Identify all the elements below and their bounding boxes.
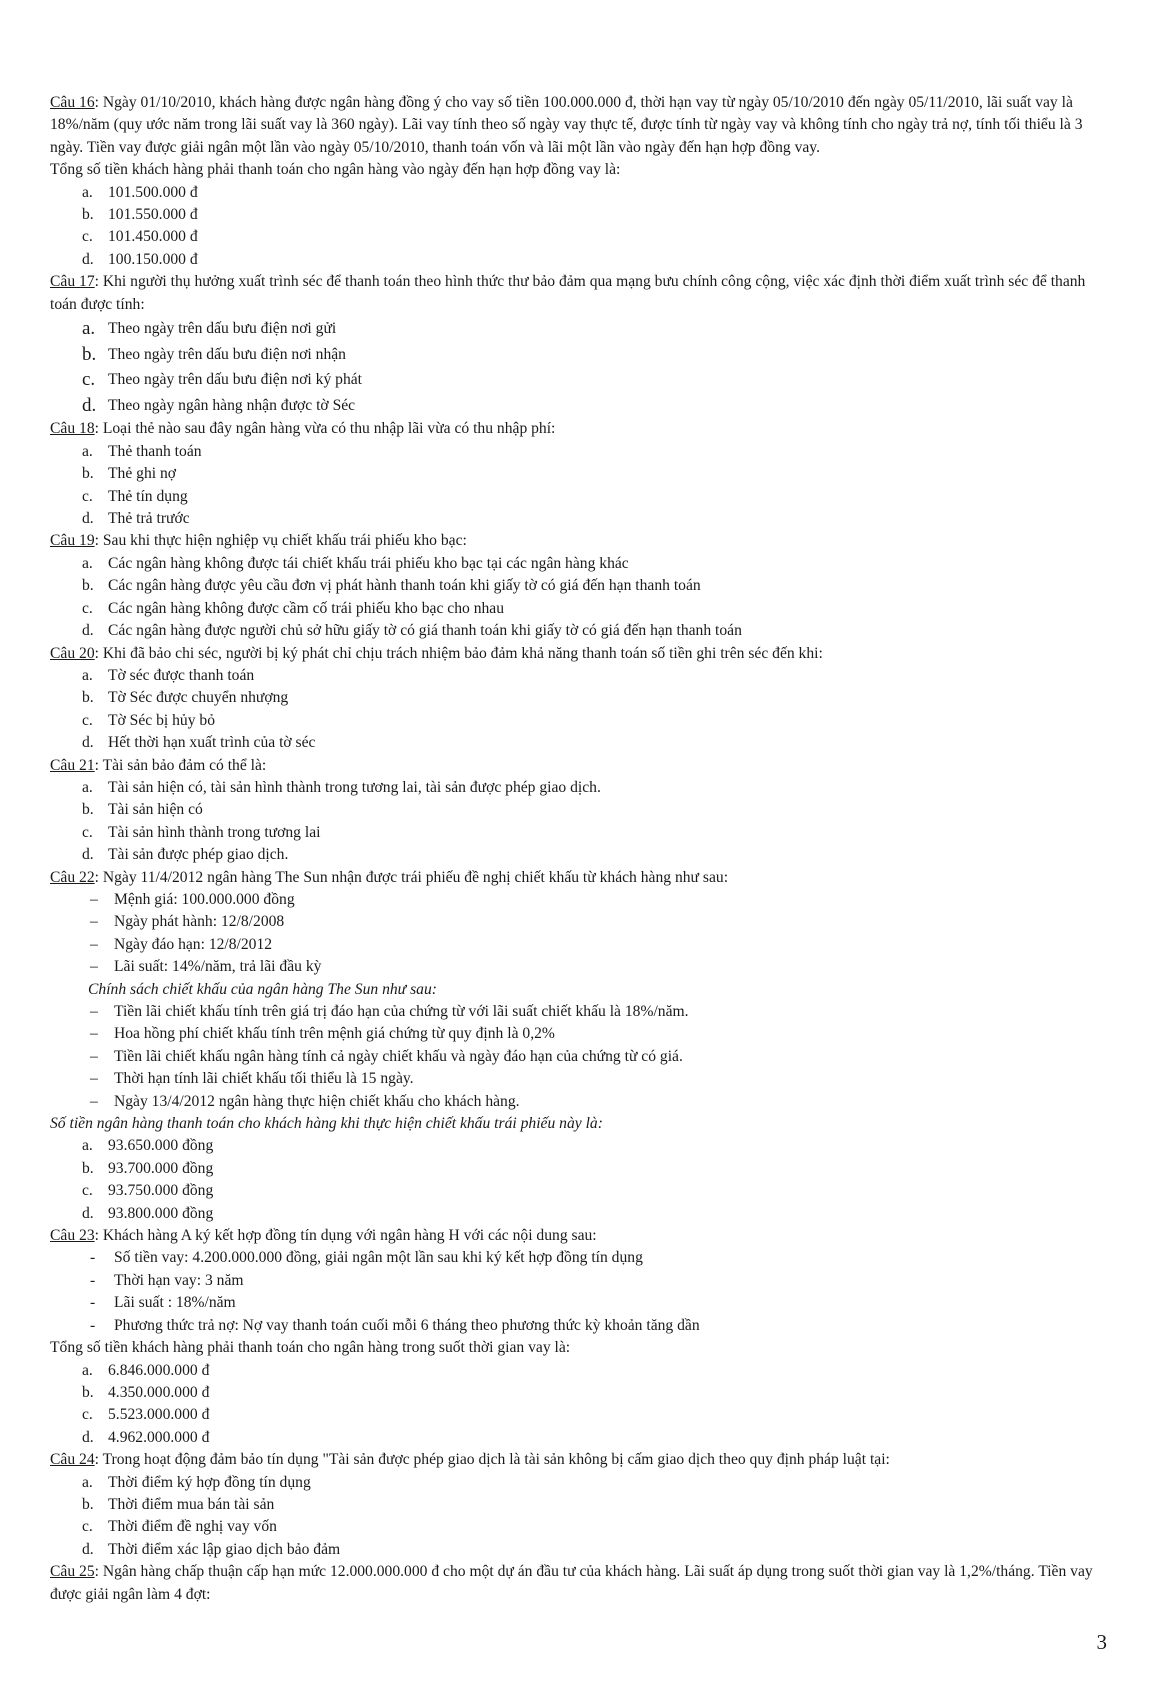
option-label: c.	[82, 1406, 93, 1424]
bullet-text: Lãi suất: 14%/năm, trả lãi đầu kỳ	[114, 958, 322, 976]
option-label: c.	[82, 711, 93, 729]
exam-content	[50, 92, 1105, 1606]
option-label: a.	[82, 1361, 93, 1379]
question-19	[50, 530, 1105, 642]
question-17-stem	[50, 271, 1105, 316]
policy-item	[50, 1091, 1105, 1113]
dash-icon: –	[90, 1070, 98, 1088]
question-prompt: Tổng số tiền khách hàng phải thanh toán cho ngân hàng vào ngày đến hạn hợp đồng vay là:	[50, 161, 621, 179]
policy-title: Chính sách chiết khấu của ngân hàng The Sun như sau:	[88, 980, 437, 998]
options-list	[50, 1360, 1105, 1450]
dash-icon: –	[90, 1047, 98, 1065]
option-text: Tài sản hiện có	[108, 801, 203, 819]
option-c	[50, 226, 1105, 248]
option-d	[50, 844, 1105, 866]
question-20-stem	[50, 643, 1105, 665]
option-label: a.	[82, 666, 93, 684]
options-list	[50, 553, 1105, 643]
question-22-stem	[50, 867, 1105, 889]
options-list	[50, 316, 1105, 418]
question-16-stem	[50, 92, 1105, 159]
option-b	[50, 463, 1105, 485]
option-text: 5.523.000.000 đ	[108, 1406, 210, 1424]
option-text: Thẻ tín dụng	[108, 487, 188, 505]
question-text: : Khi đã bảo chi séc, người bị ký phát chỉ chịu trách nhiệm bảo đảm khả năng thanh toán số tiền ghi trên séc đến khi:	[94, 644, 823, 662]
bullet-item	[50, 1247, 1105, 1269]
option-b	[50, 1158, 1105, 1180]
option-label: d.	[82, 250, 94, 268]
question-text: : Ngân hàng chấp thuận cấp hạn mức 12.000.000.000 đ cho một dự án đầu tư của khách hàng. Lãi suất áp dụng trong suốt thời gian vay là 1,2%/tháng. Tiền vay được giải ngân làm 4 đợt:	[50, 1563, 1093, 1603]
dash-icon: –	[90, 913, 98, 931]
dash-icon: -	[90, 1249, 96, 1267]
question-17	[50, 271, 1105, 418]
option-c	[50, 822, 1105, 844]
option-label: b.	[82, 206, 94, 224]
option-label: a.	[82, 1473, 93, 1491]
dash-icon: –	[90, 935, 98, 953]
question-25	[50, 1561, 1105, 1606]
bullet-item	[50, 1315, 1105, 1337]
option-text: 4.350.000.000 đ	[108, 1383, 210, 1401]
policy-item	[50, 1046, 1105, 1068]
option-label: c.	[82, 487, 93, 505]
option-b	[50, 342, 1105, 368]
question-number: Câu 19	[50, 532, 95, 550]
bullet-item	[50, 1270, 1105, 1292]
option-d	[50, 1539, 1105, 1561]
question-22	[50, 867, 1105, 1226]
option-text: Hết thời hạn xuất trình của tờ séc	[108, 734, 316, 752]
option-c	[50, 1404, 1105, 1426]
option-c	[50, 598, 1105, 620]
option-text: Thời điểm xác lập giao dịch bảo đảm	[108, 1540, 341, 1558]
option-label: d.	[82, 1540, 94, 1558]
option-a	[50, 553, 1105, 575]
question-text: : Loại thẻ nào sau đây ngân hàng vừa có thu nhập lãi vừa có thu nhập phí:	[94, 420, 556, 438]
option-label: d.	[82, 1204, 94, 1222]
option-a	[50, 1135, 1105, 1157]
dash-icon: -	[90, 1271, 96, 1289]
question-18	[50, 418, 1105, 530]
option-label: a.	[82, 778, 93, 796]
option-text: Thẻ ghi nợ	[108, 465, 177, 483]
bullet-text: Ngày phát hành: 12/8/2008	[114, 913, 285, 931]
question-text: : Trong hoạt động đảm bảo tín dụng "Tài sản được phép giao dịch là tài sản không bị cấm giao dịch theo quy định pháp luật tại:	[94, 1451, 890, 1469]
bullet-item	[50, 1292, 1105, 1314]
question-number: Câu 22	[50, 868, 95, 886]
option-d	[50, 620, 1105, 642]
option-text: Thời điểm mua bán tài sản	[108, 1495, 275, 1513]
option-text: Theo ngày trên dấu bưu điện nơi nhận	[108, 345, 346, 363]
option-b	[50, 1494, 1105, 1516]
option-b	[50, 1382, 1105, 1404]
option-label: c.	[82, 369, 96, 391]
option-text: Theo ngày trên dấu bưu điện nơi ký phát	[108, 371, 363, 389]
option-label: b.	[82, 465, 94, 483]
option-label: a.	[82, 183, 93, 201]
bullet-text: Lãi suất : 18%/năm	[114, 1294, 236, 1312]
option-text: 93.650.000 đồng	[108, 1137, 214, 1155]
option-label: c.	[82, 823, 93, 841]
option-a	[50, 316, 1105, 342]
option-a	[50, 665, 1105, 687]
option-label: b.	[82, 577, 94, 595]
option-label: d.	[82, 622, 94, 640]
option-label: b.	[82, 1383, 94, 1401]
option-text: Thời điểm đề nghị vay vốn	[108, 1518, 277, 1536]
options-list	[50, 1472, 1105, 1562]
option-label: b.	[82, 689, 94, 707]
option-c	[50, 486, 1105, 508]
option-text: Tờ Séc bị hủy bỏ	[108, 711, 215, 729]
option-text: Tài sản được phép giao dịch.	[108, 846, 289, 864]
question-25-stem	[50, 1561, 1105, 1606]
option-label: b.	[82, 343, 97, 365]
question-16	[50, 92, 1105, 271]
bullet-item	[50, 911, 1105, 933]
question-number: Câu 24	[50, 1451, 95, 1469]
bullet-text: Tiền lãi chiết khấu ngân hàng tính cả ngày chiết khấu và ngày đáo hạn của chứng từ có giá.	[114, 1047, 683, 1065]
bullet-item	[50, 889, 1105, 911]
options-list	[50, 777, 1105, 867]
question-21	[50, 755, 1105, 867]
option-a	[50, 441, 1105, 463]
question-number: Câu 17	[50, 273, 95, 291]
bullet-text: Ngày đáo hạn: 12/8/2012	[114, 935, 273, 953]
bullet-text: Hoa hồng phí chiết khấu tính trên mệnh giá chứng từ quy định là 0,2%	[114, 1025, 555, 1043]
option-text: Các ngân hàng được người chủ sở hữu giấy tờ có giá thanh toán khi giấy tờ có giá đến hạn thanh toán	[108, 622, 742, 640]
question-text: : Sau khi thực hiện nghiệp vụ chiết khấu trái phiếu kho bạc:	[94, 532, 467, 550]
option-text: 4.962.000.000 đ	[108, 1428, 210, 1446]
question-number: Câu 21	[50, 756, 95, 774]
question-18-stem	[50, 418, 1105, 440]
bullet-text: Mệnh giá: 100.000.000 đồng	[114, 890, 295, 908]
option-d	[50, 249, 1105, 271]
question-19-stem	[50, 530, 1105, 552]
option-label: d.	[82, 846, 94, 864]
question-number: Câu 18	[50, 420, 95, 438]
option-text: 6.846.000.000 đ	[108, 1361, 210, 1379]
option-text: Tài sản hình thành trong tương lai	[108, 823, 321, 841]
question-23-stem	[50, 1225, 1105, 1247]
option-label: a.	[82, 442, 93, 460]
question-text: : Ngày 11/4/2012 ngân hàng The Sun nhận được trái phiếu đề nghị chiết khấu từ khách hàng như sau:	[94, 868, 729, 886]
question-21-stem	[50, 755, 1105, 777]
option-label: d.	[82, 1428, 94, 1446]
option-label: c.	[82, 1518, 93, 1536]
option-text: Các ngân hàng không được cầm cố trái phiếu kho bạc cho nhau	[108, 599, 505, 617]
option-d	[50, 1203, 1105, 1225]
option-c	[50, 367, 1105, 393]
question-text: : Ngày 01/10/2010, khách hàng được ngân hàng đồng ý cho vay số tiền 100.000.000 đ, thời hạn vay từ ngày 05/10/2010 đến ngày 05/11/2010, lãi suất vay là 18%/năm (quy ước năm trong lãi suất vay là 360 ngày). Lãi vay tính theo số ngày vay thực tế, được tính từ ngày vay và không tính cho ngày trả nợ, tính tối thiểu là 3 ngày. Tiền vay được giải ngân một lần vào ngày 05/10/2010, thanh toán vốn và lãi một lần vào ngày đến hạn hợp đồng vay.	[50, 94, 1083, 156]
bullet-text: Số tiền vay: 4.200.000.000 đồng, giải ngân một lần sau khi ký kết hợp đồng tín dụng	[114, 1249, 643, 1267]
question-text: : Khi người thụ hưởng xuất trình séc để thanh toán theo hình thức thư bảo đảm qua mạng bưu chính công cộng, việc xác định thời điểm xuất trình séc để thanh toán được tính:	[50, 273, 1086, 313]
option-text: Các ngân hàng được yêu cầu đơn vị phát hành thanh toán khi giấy tờ có giá đến hạn thanh toán	[108, 577, 701, 595]
bullet-item	[50, 956, 1105, 978]
options-list	[50, 182, 1105, 272]
option-c	[50, 1180, 1105, 1202]
option-label: d.	[82, 394, 97, 416]
option-b	[50, 799, 1105, 821]
options-list	[50, 665, 1105, 755]
option-text: Các ngân hàng không được tái chiết khấu trái phiếu kho bạc tại các ngân hàng khác	[108, 554, 629, 572]
bullet-text: Tiền lãi chiết khấu tính trên giá trị đáo hạn của chứng từ với lãi suất chiết khấu là 18%/năm.	[114, 1003, 689, 1020]
option-a	[50, 777, 1105, 799]
option-d	[50, 1427, 1105, 1449]
policy-item	[50, 1023, 1105, 1045]
bullet-text: Thời hạn tính lãi chiết khấu tối thiểu là 15 ngày.	[114, 1070, 414, 1088]
bullet-text: Thời hạn vay: 3 năm	[114, 1271, 244, 1289]
option-text: 100.150.000 đ	[108, 250, 198, 268]
option-label: a.	[82, 1137, 93, 1155]
bullet-text: Phương thức trả nợ: Nợ vay thanh toán cuối mỗi 6 tháng theo phương thức kỳ khoản tăng dần	[114, 1316, 700, 1334]
option-label: d.	[82, 734, 94, 752]
dash-icon: -	[90, 1316, 96, 1334]
question-number: Câu 20	[50, 644, 95, 662]
option-label: c.	[82, 599, 93, 617]
question-23	[50, 1225, 1105, 1449]
option-label: a.	[82, 318, 96, 340]
option-b	[50, 687, 1105, 709]
dash-icon: –	[90, 1003, 98, 1020]
bullet-item	[50, 934, 1105, 956]
question-24-stem	[50, 1449, 1105, 1471]
policy-item	[50, 1001, 1105, 1023]
option-c	[50, 710, 1105, 732]
option-c	[50, 1516, 1105, 1538]
dash-icon: –	[90, 1025, 98, 1043]
option-a	[50, 1360, 1105, 1382]
option-text: 101.500.000 đ	[108, 183, 198, 201]
option-label: c.	[82, 228, 93, 246]
dash-icon: –	[90, 958, 98, 976]
question-24	[50, 1449, 1105, 1561]
option-text: Tờ séc được thanh toán	[108, 666, 255, 684]
option-d	[50, 732, 1105, 754]
option-label: b.	[82, 1495, 94, 1513]
options-list	[50, 1135, 1105, 1225]
question-prompt: Tổng số tiền khách hàng phải thanh toán cho ngân hàng trong suốt thời gian vay là:	[50, 1339, 571, 1357]
option-d	[50, 393, 1105, 419]
question-number: Câu 25	[50, 1563, 95, 1581]
option-text: 93.700.000 đồng	[108, 1159, 214, 1177]
option-text: 93.750.000 đồng	[108, 1182, 214, 1200]
dash-icon: –	[90, 890, 98, 908]
question-prompt: Số tiền ngân hàng thanh toán cho khách hàng khi thực hiện chiết khấu trái phiếu này là:	[50, 1115, 603, 1133]
option-label: a.	[82, 554, 93, 572]
option-label: d.	[82, 510, 94, 528]
option-label: c.	[82, 1182, 93, 1200]
option-text: 101.550.000 đ	[108, 206, 198, 224]
option-text: 101.450.000 đ	[108, 228, 198, 246]
question-text: : Khách hàng A ký kết hợp đồng tín dụng với ngân hàng H với các nội dung sau:	[94, 1227, 597, 1245]
option-text: 93.800.000 đồng	[108, 1204, 214, 1222]
question-20	[50, 643, 1105, 755]
option-b	[50, 575, 1105, 597]
dash-icon: -	[90, 1294, 96, 1312]
option-text: Tờ Séc được chuyển nhượng	[108, 689, 289, 707]
bullet-text: Ngày 13/4/2012 ngân hàng thực hiện chiết khấu cho khách hàng.	[114, 1092, 520, 1110]
options-list	[50, 441, 1105, 531]
dash-icon: –	[90, 1092, 98, 1110]
option-a	[50, 1472, 1105, 1494]
page-number: 3	[1096, 1629, 1107, 1654]
option-text: Tài sản hiện có, tài sản hình thành trong tương lai, tài sản được phép giao dịch.	[108, 778, 601, 796]
option-text: Theo ngày trên dấu bưu điện nơi gửi	[108, 320, 337, 338]
option-label: b.	[82, 801, 94, 819]
question-text: : Tài sản bảo đảm có thể là:	[94, 756, 267, 774]
option-text: Thời điểm ký hợp đồng tín dụng	[108, 1473, 311, 1491]
option-text: Theo ngày ngân hàng nhận được tờ Séc	[108, 396, 356, 414]
option-b	[50, 204, 1105, 226]
option-text: Thẻ thanh toán	[108, 442, 202, 460]
policy-item	[50, 1068, 1105, 1090]
question-number: Câu 23	[50, 1227, 95, 1245]
question-number: Câu 16	[50, 94, 95, 111]
option-d	[50, 508, 1105, 530]
option-label: b.	[82, 1159, 94, 1177]
option-a	[50, 182, 1105, 204]
option-text: Thẻ trả trước	[108, 510, 190, 528]
